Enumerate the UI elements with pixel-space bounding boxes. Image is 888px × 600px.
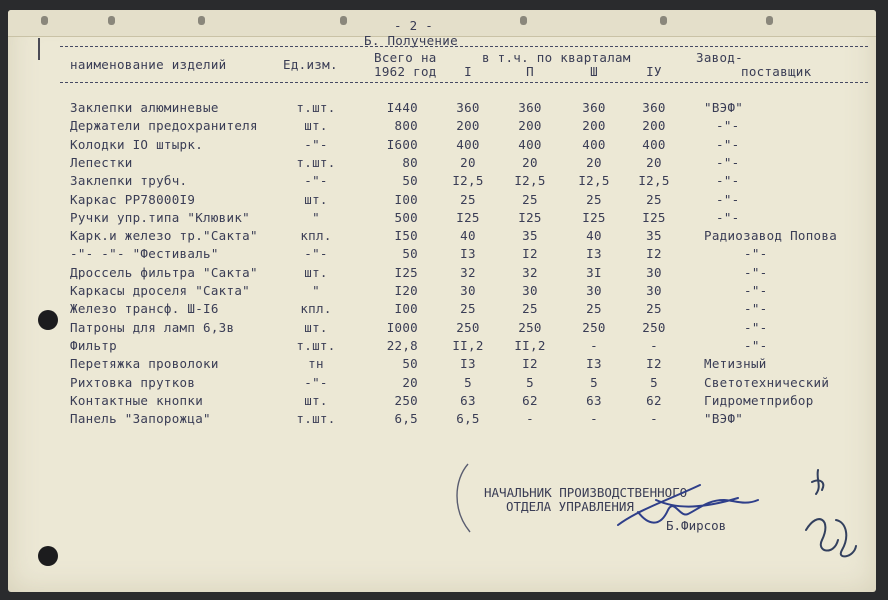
cell-unit: шт. <box>304 319 328 335</box>
cell-q3: 40 <box>586 228 602 244</box>
cell-q2: I2 <box>522 246 538 262</box>
cell-q2: 25 <box>522 191 538 207</box>
cell-q3: 400 <box>582 136 606 152</box>
cell-supplier: -"- <box>744 246 768 262</box>
cell-q4: I2 <box>646 246 662 262</box>
cell-q3: 5 <box>590 374 598 390</box>
cell-q4: 5 <box>650 374 658 390</box>
cell-unit: тн <box>308 356 324 372</box>
cell-q2: 250 <box>518 319 542 335</box>
cell-q3: 30 <box>586 283 602 298</box>
cell-unit: шт. <box>304 392 328 408</box>
cell-q1: 6,5 <box>456 411 480 427</box>
signature-image <box>608 470 768 540</box>
cell-q1: 25 <box>460 191 476 207</box>
cell-q1: 30 <box>460 283 476 298</box>
col-header-total-1: Всего на <box>374 50 437 65</box>
cell-total: I20 <box>394 283 418 298</box>
header-rule-bottom <box>60 82 868 83</box>
bracket-mark <box>448 460 476 536</box>
cell-total: 22,8 <box>386 337 418 353</box>
cell-total: 80 <box>402 154 418 170</box>
cell-q3: 360 <box>582 100 606 115</box>
cell-total: I25 <box>394 264 418 280</box>
col-header-supplier-2: поставщик <box>741 64 812 79</box>
col-header-q2: П <box>526 64 534 79</box>
cell-q3: 20 <box>586 154 602 170</box>
cell-q2: - <box>526 411 534 427</box>
cell-unit: шт. <box>304 118 328 134</box>
cell-q4: 250 <box>642 319 666 335</box>
binder-ring <box>766 16 773 25</box>
cell-name: Ручки упр.типа "Клювик" <box>70 209 250 225</box>
cell-unit: -"- <box>304 136 328 152</box>
cell-q4: I25 <box>642 209 666 225</box>
cell-unit: т.шт. <box>296 411 336 427</box>
cell-q1: I25 <box>456 209 480 225</box>
cell-unit: -"- <box>304 374 328 390</box>
cell-supplier: Радиозавод Попова <box>704 228 838 244</box>
cell-q3: I3 <box>586 246 602 262</box>
cell-q3: 3I <box>586 264 602 280</box>
cell-supplier: -"- <box>716 136 740 152</box>
cell-supplier: -"- <box>744 264 768 280</box>
cell-total: 250 <box>394 392 418 408</box>
cell-q2: I2,5 <box>514 173 546 189</box>
cell-q2: 62 <box>522 392 538 408</box>
cell-q3: 250 <box>582 319 606 335</box>
cell-name: Перетяжка проволоки <box>70 356 219 372</box>
col-header-supplier-1: Завод- <box>696 50 743 65</box>
cell-supplier: Метизный <box>704 356 767 372</box>
cell-q4: I2,5 <box>638 173 670 189</box>
cell-supplier: -"- <box>716 191 740 207</box>
cell-q2: I25 <box>518 209 542 225</box>
cell-supplier: "ВЭФ" <box>704 411 744 427</box>
cell-total: 800 <box>394 118 418 134</box>
cell-q4: 360 <box>642 100 666 115</box>
cell-q4: - <box>650 337 658 353</box>
cell-unit: кпл. <box>300 228 332 244</box>
cell-q1: 250 <box>456 319 480 335</box>
cell-q3: 63 <box>586 392 602 408</box>
cell-q1: 360 <box>456 100 480 115</box>
cell-supplier: Светотехнический <box>704 374 830 390</box>
cell-q3: I2,5 <box>578 173 610 189</box>
cell-unit: кпл. <box>300 301 332 317</box>
cell-name: Лепестки <box>70 154 133 170</box>
cell-name: Карк.и железо тр."Сакта" <box>70 228 258 244</box>
punch-hole <box>38 546 58 566</box>
cell-q4: 30 <box>646 283 662 298</box>
signatory-title-2: ОТДЕЛА УПРАВЛЕНИЯ <box>506 499 634 514</box>
punch-hole <box>38 310 58 330</box>
cell-q2: 30 <box>522 283 538 298</box>
cell-supplier: -"- <box>744 301 768 317</box>
cell-supplier: -"- <box>716 118 740 134</box>
cell-q3: 200 <box>582 118 606 134</box>
cell-total: 50 <box>402 173 418 189</box>
cell-total: I50 <box>394 228 418 244</box>
col-header-total-2: 1962 год <box>374 64 437 79</box>
cell-q3: 25 <box>586 301 602 317</box>
cell-q4: 30 <box>646 264 662 280</box>
cell-q2: I2 <box>522 356 538 372</box>
header-rule-top <box>60 46 868 47</box>
cell-q2: 25 <box>522 301 538 317</box>
cell-total: 50 <box>402 246 418 262</box>
cell-q1: II,2 <box>452 337 484 353</box>
cell-total: 50 <box>402 356 418 372</box>
cell-total: I000 <box>386 319 418 335</box>
cell-unit: т.шт. <box>296 337 336 353</box>
cell-q4: - <box>650 411 658 427</box>
cell-q2: 35 <box>522 228 538 244</box>
cell-name: Держатели предохранителя <box>70 118 258 134</box>
cell-q4: 400 <box>642 136 666 152</box>
cell-q3: I25 <box>582 209 606 225</box>
cell-q2: 200 <box>518 118 542 134</box>
cell-total: I00 <box>394 191 418 207</box>
binder-ring <box>41 16 48 25</box>
cell-name: Панель "Запорожца" <box>70 411 211 427</box>
cell-q2: 400 <box>518 136 542 152</box>
col-header-name: наименование изделий <box>70 57 227 72</box>
cell-q1: 20 <box>460 154 476 170</box>
cell-q2: II,2 <box>514 337 546 353</box>
cell-unit: шт. <box>304 191 328 207</box>
cell-name: Рихтовка прутков <box>70 374 196 390</box>
cell-supplier: -"- <box>744 283 768 298</box>
cell-name: Каркас РР78000I9 <box>70 191 196 207</box>
cell-q4: 35 <box>646 228 662 244</box>
cell-supplier: -"- <box>716 173 740 189</box>
cell-q3: - <box>590 411 598 427</box>
cell-q2: 20 <box>522 154 538 170</box>
col-header-q4: IУ <box>646 64 662 79</box>
cell-total: I600 <box>386 136 418 152</box>
cell-name: Контактные кнопки <box>70 392 204 408</box>
cell-q1: 25 <box>460 301 476 317</box>
cell-total: 20 <box>402 374 418 390</box>
binder-ring <box>520 16 527 25</box>
cell-name: Железо трансф. Ш-I6 <box>70 301 219 317</box>
col-header-quarters: в т.ч. по кварталам <box>482 50 631 65</box>
cell-unit: -"- <box>304 173 328 189</box>
cell-supplier: -"- <box>716 154 740 170</box>
cell-q2: 32 <box>522 264 538 280</box>
cell-name: -"- -"- "Фестиваль" <box>70 246 219 262</box>
cell-q2: 360 <box>518 100 542 115</box>
cell-supplier: -"- <box>744 337 768 353</box>
cell-q1: I3 <box>460 246 476 262</box>
binder-ring <box>198 16 205 25</box>
cell-q4: 20 <box>646 154 662 170</box>
cell-q1: I2,5 <box>452 173 484 189</box>
cell-name: Патроны для ламп 6,3в <box>70 319 235 335</box>
cell-unit: " <box>312 209 320 225</box>
cell-q1: 200 <box>456 118 480 134</box>
cell-q4: 200 <box>642 118 666 134</box>
cell-q1: 40 <box>460 228 476 244</box>
cell-total: 500 <box>394 209 418 225</box>
binder-ring <box>340 16 347 25</box>
cell-supplier: "ВЭФ" <box>704 100 744 115</box>
cell-supplier: -"- <box>716 209 740 225</box>
cell-unit: т.шт. <box>296 100 336 115</box>
cell-q4: 62 <box>646 392 662 408</box>
cell-unit: -"- <box>304 246 328 262</box>
cell-name: Каркасы дроселя "Сакта" <box>70 283 250 298</box>
cell-supplier: Гидрометприбор <box>704 392 814 408</box>
cell-name: Дроссель фильтра "Сакта" <box>70 264 258 280</box>
handwritten-folio <box>798 460 868 570</box>
cell-q1: 32 <box>460 264 476 280</box>
cell-q3: - <box>590 337 598 353</box>
cell-q2: 5 <box>526 374 534 390</box>
cell-supplier: -"- <box>744 319 768 335</box>
binder-ring <box>660 16 667 25</box>
cell-q1: 63 <box>460 392 476 408</box>
cell-q4: I2 <box>646 356 662 372</box>
cell-total: I440 <box>386 100 418 115</box>
cell-name: Фильтр <box>70 337 117 353</box>
cell-unit: " <box>312 283 320 298</box>
document-page <box>8 10 876 592</box>
section-title: Б. Получение <box>364 33 458 48</box>
cell-name: Заклепки трубч. <box>70 173 188 189</box>
signatory-name: Б.Фирсов <box>666 518 727 533</box>
cell-unit: шт. <box>304 264 328 280</box>
cell-q1: 5 <box>464 374 472 390</box>
col-header-q3: Ш <box>590 64 598 79</box>
cell-q1: I3 <box>460 356 476 372</box>
col-header-q1: I <box>464 64 472 79</box>
cell-total: I00 <box>394 301 418 317</box>
col-header-unit: Ед.изм. <box>283 57 338 72</box>
cell-total: 6,5 <box>394 411 418 427</box>
cell-q4: 25 <box>646 191 662 207</box>
page-number: - 2 - <box>394 18 434 33</box>
cell-q4: 25 <box>646 301 662 317</box>
cell-q1: 400 <box>456 136 480 152</box>
cell-q3: I3 <box>586 356 602 372</box>
margin-mark <box>38 38 40 60</box>
cell-q3: 25 <box>586 191 602 207</box>
binder-ring <box>108 16 115 25</box>
cell-name: Колодки IO штырк. <box>70 136 204 152</box>
cell-name: Заклепки алюминевые <box>70 100 219 115</box>
cell-unit: т.шт. <box>296 154 336 170</box>
signatory-title-1: НАЧАЛЬНИК ПРОИЗВОДСТВЕННОГО <box>484 485 688 500</box>
